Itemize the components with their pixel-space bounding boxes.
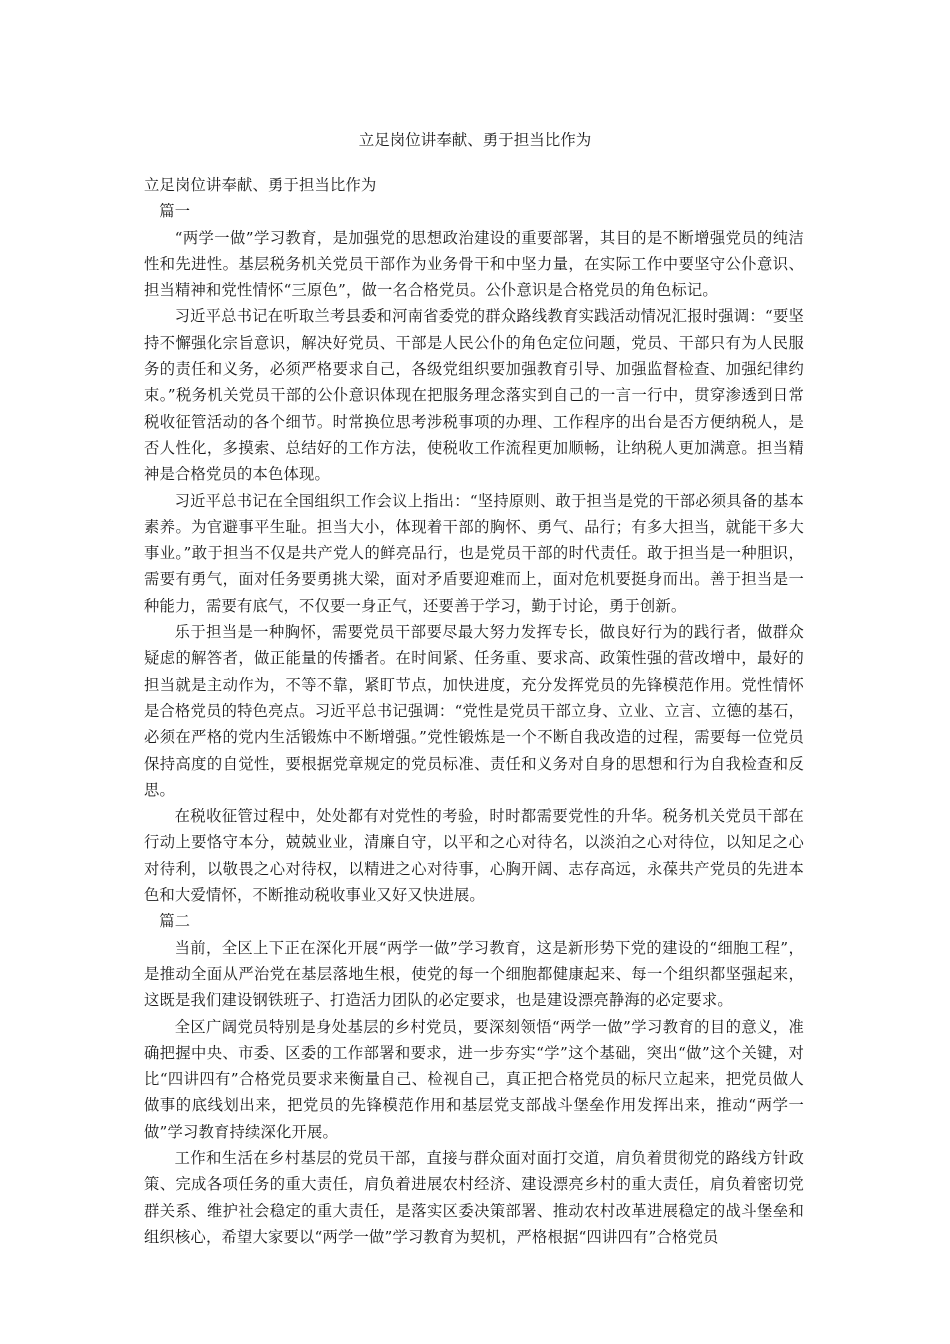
paragraph: 在税收征管过程中，处处都有对党性的考验，时时都需要党性的升华。税务机关党员干部在行动上要恪守本分，兢兢业业，清廉自守，以平和之心对待名，以淡泊之心对待位，以知足之心对待利，以敬畏之心对待权，以精进之心对待事，心胸开阔、志存高远，永葆共产党员的先进本色和大爱情怀，不断推动税收事业又好又快进展。 xyxy=(144,807,804,905)
paragraph: 习近平总书记在听取兰考县委和河南省委党的群众路线教育实践活动情况汇报时强调：“要坚持不懈强化宗旨意识，解决好党员、干部是人民公仆的角色定位问题，党员、干部只有为人民服务的责任和义务，必须严格要求自己，各级党组织要加强教育引导、加强监督检查、加强纪律约束。”税务机关党员干部的公仆意识体现在把服务理念落实到自己的一言一行中，贯穿渗透到日常税收征管活动的各个细节。时常换位思考涉税事项的办理、工作程序的出台是否方便纳税人，是否人性化，多摸索、总结好的工作方法，使税收工作流程更加顺畅，让纳税人更加满意。担当精神是合格党员的本色体现。 xyxy=(144,307,804,484)
section-heading-2: 篇二 xyxy=(159,912,191,931)
paragraph: “两学一做”学习教育，是加强党的思想政治建设的重要部署，其目的是不断增强党员的纯洁性和先进性。基层税务机关党员干部作为业务骨干和中坚力量，在实际工作中要坚守公仆意识、担当精神和党性情怀“三原色”，做一名合格党员。公仆意识是合格党员的角色标记。 xyxy=(144,228,804,300)
paragraph: 当前，全区上下正在深化开展“两学一做”学习教育，这是新形势下党的建设的“细胞工程”，是推动全面从严治党在基层落地生根，使党的每一个细胞都健康起来、每一个组织都坚强起来，这既是我们建设钢铁班子、打造活力团队的必定要求，也是建设漂亮静海的必定要求。 xyxy=(144,938,804,1010)
document-body xyxy=(144,172,804,1250)
document-subtitle: 立足岗位讲奉献、勇于担当比作为 xyxy=(144,176,377,194)
paragraph: 乐于担当是一种胸怀，需要党员干部要尽最大努力发挥专长，做良好行为的践行者，做群众疑虑的解答者，做正能量的传播者。在时间紧、任务重、要求高、政策性强的营改增中，最好的担当就是主动作为，不等不靠，紧盯节点，加快进度，充分发挥党员的先锋模范作用。党性情怀是合格党员的特色亮点。习近平总书记强调：“党性是党员干部立身、立业、立言、立德的基石，必须在严格的党内生活锻炼中不断增强。”党性锻炼是一个不断自我改造的过程，需要每一位党员保持高度的自觉性，要根据党章规定的党员标准、责任和义务对自身的思想和行为自我检查和反思。 xyxy=(144,623,804,799)
paragraph: 习近平总书记在全国组织工作会议上指出：“坚持原则、敢于担当是党的干部必须具备的基本素养。为官避事平生耻。担当大小，体现着干部的胸怀、勇气、品行；有多大担当，就能干多大事业。”敢于担当不仅是共产党人的鲜亮品行，也是党员干部的时代责任。敢于担当是一种胆识，需要有勇气，面对任务要勇挑大梁，面对矛盾要迎难而上，面对危机要挺身而出。善于担当是一种能力，需要有底气，不仅要一身正气，还要善于学习，勤于讨论，勇于创新。 xyxy=(144,491,804,615)
document-title: 立足岗位讲奉献、勇于担当比作为 xyxy=(358,131,592,149)
paragraph: 全区广阔党员特别是身处基层的乡村党员，要深刻领悟“两学一做”学习教育的目的意义，准确把握中央、市委、区委的工作部署和要求，进一步夯实“学”这个基础，突出“做”这个关键，对比“四讲四有”合格党员要求来衡量自己、检视自己，真正把合格党员的标尺立起来，把党员做人做事的底线划出来，把党员的先锋模范作用和基层党支部战斗堡垒作用发挥出来，推动“两学一做”学习教育持续深化开展。 xyxy=(144,1017,804,1141)
paragraph: 工作和生活在乡村基层的党员干部，直接与群众面对面打交道，肩负着贯彻党的路线方针政策、完成各项任务的重大责任，肩负着进展农村经济、建设漂亮乡村的重大责任，肩负着密切党群关系、维护社会稳定的重大责任，是落实区委决策部署、推动农村改革进展稳定的战斗堡垒和组织核心，希望大家要以“两学一做”学习教育为契机，严格根据“四讲四有”合格党员 xyxy=(144,1148,804,1246)
section-heading-1: 篇一 xyxy=(159,202,191,221)
